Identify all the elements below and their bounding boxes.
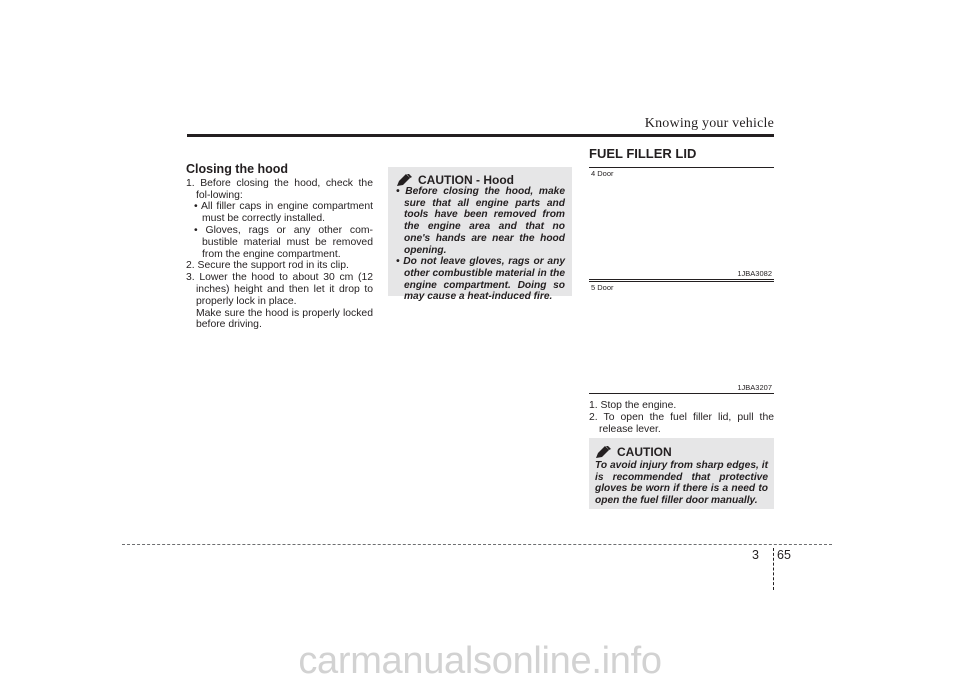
- caution-fuel-heading: [595, 445, 672, 461]
- watermark: carmanualsonline.info: [298, 640, 662, 682]
- header-rule: [187, 134, 774, 137]
- figure-5-door: [589, 281, 774, 393]
- step-3: 3. Lower the hood to about 30 cm (12 inches) height and then let it drop to properly lock in place.: [186, 272, 373, 307]
- caution-hood-box: [388, 167, 572, 303]
- fuel-filler-title: FUEL FILLER LID: [589, 146, 697, 161]
- footer-rule: [122, 544, 832, 545]
- step-1: 1. Before closing the hood, check the fol-lowing:: [186, 177, 373, 201]
- caution-item-combustible: • Do not leave gloves, rags or any other combustible material in the engine compartment. Doing so may cause a heat-induced fire.: [396, 256, 565, 303]
- bullet-gloves-rags: • Gloves, rags or any other com-bustible material must be removed from the engine compartment.: [194, 224, 373, 260]
- figure-tag: 5 Door: [591, 283, 614, 292]
- caution-fuel-box: [589, 438, 774, 509]
- caution-subject: - Hood: [472, 173, 514, 187]
- caution-label: CAUTION: [617, 445, 672, 459]
- fuel-filler-steps: [589, 400, 774, 435]
- step-2: 2. To open the fuel filler lid, pull the release lever.: [589, 411, 774, 435]
- page-separator: [773, 548, 775, 590]
- caution-label: CAUTION: [418, 173, 473, 187]
- figure-code: 1JBA3207: [737, 383, 772, 392]
- caution-hood-list: [396, 186, 565, 303]
- step-2: 2. Secure the support rod in its clip.: [186, 260, 349, 272]
- bullet-filler-caps: • All filler caps in engine compartment must be correctly installed.: [194, 201, 373, 225]
- chapter-number: 3: [752, 548, 759, 562]
- closing-hood-title: Closing the hood: [186, 162, 289, 176]
- section-title: Knowing your vehicle: [644, 116, 774, 131]
- caution-item-parts-tools: • Before closing the hood, make sure that all engine parts and tools have been removed from the engine area and that no one's hands are near the hood opening.: [396, 186, 565, 256]
- figure-4-door: [589, 167, 774, 279]
- hood-locked-note: Make sure the hood is properly locked before driving.: [196, 307, 373, 331]
- step-1: 1. Stop the engine.: [589, 400, 677, 411]
- page-number: 65: [777, 548, 791, 562]
- figure-code: 1JBA3082: [737, 269, 772, 278]
- closing-hood-section: [186, 164, 373, 331]
- caution-fuel-text: To avoid injury from sharp edges, it is recommended that protective gloves be worn if there is a need to open the fuel filler door manually.: [595, 460, 768, 507]
- figure-tag: 4 Door: [591, 169, 614, 178]
